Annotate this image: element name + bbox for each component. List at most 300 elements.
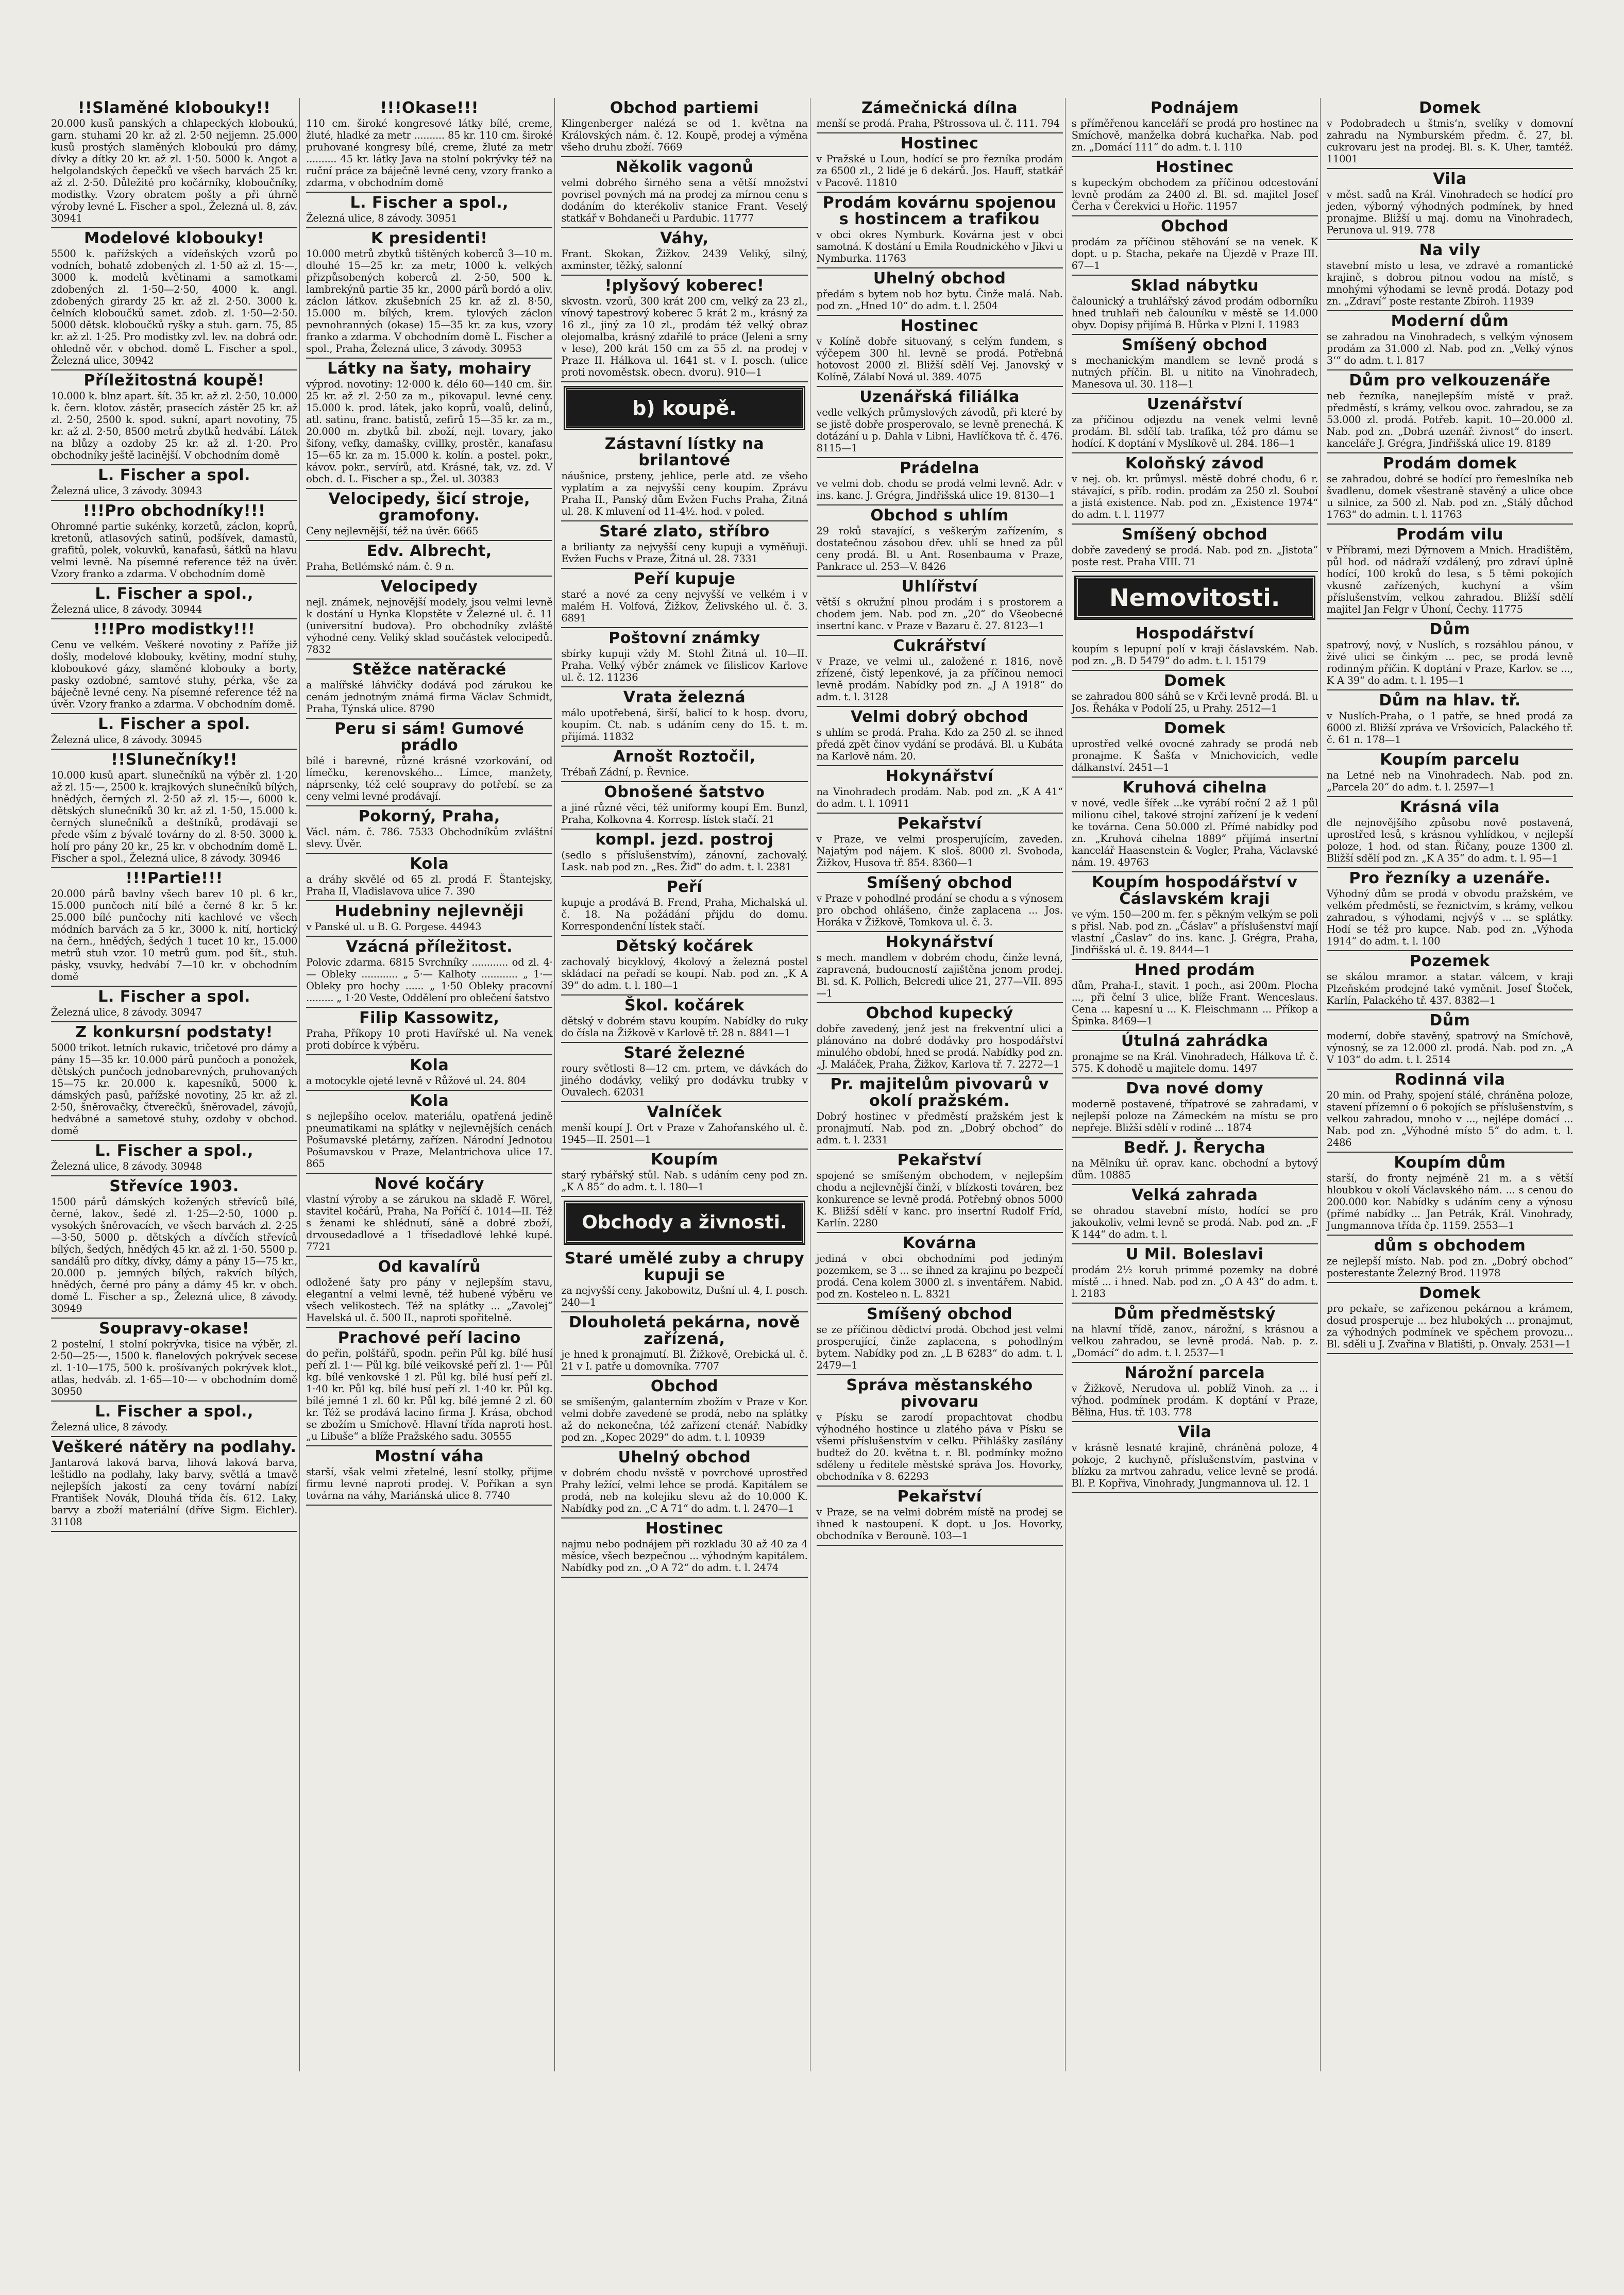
ad-heading: Valníček <box>647 1103 722 1121</box>
ad-heading: !!!Pro modistky!!! <box>93 620 256 638</box>
classified-ad <box>817 387 1063 458</box>
ad-body-text: ze nejlepší místo. Nab. pod zn. „Dobrý obchod“ posterestante Železný Brod. 11978 <box>1326 1255 1574 1279</box>
ad-body-text: v Pražské u Loun, hodící se pro řezníka prodám za 6500 zl., 2 lidé je 6 dekárů. Jos. Hauff, statkář v Pacově. 11810 <box>816 153 1063 189</box>
classified-ad <box>306 1328 552 1446</box>
ad-body-text: odložené šaty pro pány v nejlepším stavu, elegantní a velmi levně, též hubené výběru ve všech velikostech. Též na splátky ... „Zavolej“ Havelská ul. č. 500 II., naproti spořitelně. <box>306 1276 553 1324</box>
classified-ad <box>1327 370 1573 453</box>
ad-body-text: v Kolíně dobře situovaný, s celým fundem, s výčepem 300 hl. levně se prodá. Potřebná hotovost 2000 zl. Bližší sdělí Vej. Janovský v Kolíně, Zálabí Nová ul. 389. 4075 <box>816 335 1063 383</box>
ad-body-text: a jiné různé věci, též uniformy koupí Em. Bunzl, Praha, Kolkovna 4. Korresp. lístek stačí. 21 <box>561 802 808 825</box>
classified-ad <box>1072 778 1318 872</box>
ad-body-text: (sedlo s příslušenstvím), zánovní, zachovalý. Lask. nab pod zn. „Res. Žiď“ do adm. t. l. 2381 <box>561 849 808 873</box>
ad-heading: Krásná vila <box>1399 798 1500 816</box>
ad-body-text: Trébaň Zádní, p. Řevnice. <box>561 766 689 778</box>
classified-ad <box>817 1150 1063 1233</box>
classified-ad <box>1072 453 1318 525</box>
classified-ad <box>1327 1236 1573 1283</box>
classified-ad <box>306 1055 552 1091</box>
ad-body-text: na hlavní třídě, zanov., nárožní, s krásnou a velkou zahradou, se levně prodá. Nab. p. z. „Domácí“ do adm. t. l. 2537—1 <box>1071 1323 1318 1359</box>
ad-heading: Dům <box>1429 620 1470 638</box>
ad-body-text: se smíšeným, galanterním zbožím v Praze v Kor. velmi dobře zavedené se prodá, nebo na splátky až do nekonečna, též zařízení ctenář. Nabídky pod zn. „Kopec 2029“ do adm. t. l. 10939 <box>561 1396 808 1443</box>
classified-ad <box>306 1446 552 1506</box>
ad-heading: Vrata železná <box>623 688 746 706</box>
ad-heading: Škol. kočárek <box>624 997 745 1015</box>
ad-body-text: s příměřenou kanceláří se prodá pro hostinec na Smíchově, manželka dobrá kuchařka. Nab. pod zn. „Domácí 111“ do adm. t. l. 110 <box>1071 117 1318 153</box>
classified-ad <box>1072 1244 1318 1304</box>
ad-heading: L. Fischer a spol., <box>350 194 509 212</box>
ad-body-text: dle nejnovějšího způsobu nově postavená, uprostřed lesů, s krásnou vyhlídkou, v nejlepší poloze, 1 hod. od stan. Řičany, pouze 1300 zl. Bližší sdělí pod zn. „K A 35“ do adm. t. l. 95—1 <box>1326 817 1574 864</box>
ad-heading: Uzenářství <box>1146 395 1243 413</box>
classified-ad <box>51 228 297 370</box>
ad-column-3 <box>559 98 810 2071</box>
classified-ad <box>306 98 552 193</box>
ad-body-text: jediná v obci obchodními pod jediným pozemkem, se 3 ... se ihned za krajinu po bezpečí prodá. Cena kolem 3000 zl. s inventářem. Nabid. pod zn. Kosteleo n. L. 8321 <box>816 1253 1063 1300</box>
classified-ad <box>51 714 297 750</box>
ad-body-text: v nej. ob. kr. průmysl. městě dobré chodu, 6 r. stávající, s příb. rodin. prodám za 250 zl. Souboí a jistá existence. Nab. pod zn. „Existence 1974“ do adm. t. l. 11977 <box>1071 473 1318 520</box>
classified-ad <box>561 687 807 747</box>
ad-heading: Domek <box>1419 1284 1481 1302</box>
ad-heading: Vila <box>1178 1423 1212 1441</box>
ad-heading: Nárožní parcela <box>1124 1364 1265 1382</box>
ad-heading: Kruhová cihelna <box>1122 779 1267 797</box>
classified-ad <box>1327 98 1573 169</box>
ad-heading: Moderní dům <box>1391 312 1509 330</box>
ad-body-text: 20.000 kusů panských a chlapeckých kloboukú, garn. stuhami 20 kr. až zl. 2·50 nejjemn. 25.000 kusů prostých slaměných kloboukú pro dámy, dívky a dítky 20 kr. až zl. 1·50. 5000 k. Angot a helgolandských čepečků ve všech barvách 25 kr. až zl. 2·50. Důležité pro kočárníky, kloboučníky, modistky. Vzory obratem pošty a při úhrně výroby levné L. Fischer a spol., Železná ul. 8, záv. 30941 <box>51 117 298 224</box>
classified-ad <box>561 1248 807 1312</box>
ad-heading: Obchod s uhlím <box>870 507 1009 525</box>
ad-body-text: s nejlepšího ocelov. materiálu, opatřená jedině pneumatikami na splátky v nejlevnějších cenách Pošumavské pletárny, zařízen. Národní Jednotou Pošumavskou v Praze, Melantrichova ulice 17. 865 <box>306 1110 553 1170</box>
ad-body-text: v Praze, ve velmi ul., založené r. 1816, nově zřízené, čistý lepenkové, ja za příčinou nemoci levně prodám. Nabídky pod zn. „J A 1918“ do adm. t. l. 3128 <box>816 655 1063 703</box>
classified-ad <box>1327 311 1573 370</box>
ad-heading: Váhy, <box>660 229 709 247</box>
ad-body-text: se ohradou stavební místo, hodící se pro jakoukoliv, velmi levně se prodá. Nab. pod zn. „F K 144“ do adm. t. l. <box>1071 1205 1318 1240</box>
ad-heading: Smíšený obchod <box>867 1305 1013 1323</box>
ad-body-text: předám s bytem nob hoz bytu. Činže malá. Nab. pod zn. „Hned 10“ do adm. t. l. 2504 <box>816 288 1063 312</box>
ad-body-text: Klingenberger nalézá se od 1. května na Královských nám. č. 12. Koupě, prodej a výměna všeho druhu zboží. 7669 <box>561 117 808 153</box>
classified-ad <box>817 458 1063 505</box>
classified-ad <box>1072 1078 1318 1138</box>
ad-body-text: menší koupí J. Ort v Praze v Zahořanského ul. č. 1945—II. 2501—1 <box>561 1122 808 1145</box>
ad-body-text: Polovic zdarma. 6815 Svrchníky ............ od zl. 4·— Obleky ............ „ 5·— Kalhoty ............ „ 1·— Obleky pro hochy ...... „ 1·50 Obleky pracovní ......... „ 1·20 Veste, Oddělení pro oblečení šatstvo <box>306 956 553 1004</box>
classified-ad <box>1072 1304 1318 1363</box>
classified-ad <box>51 1141 297 1176</box>
classified-ad <box>306 937 552 1008</box>
classified-ad <box>561 747 807 782</box>
ad-body-text: 10.000 kusů apart. slunečníků na výběr zl. 1·20 až zl. 15·—, 2500 k. krajkových slunečníků bílých, hnědých, černých zl. 2·50 až zl. 15·—, 6000 k. dětských slunečníků 30 kr. až zl. 1·50, 15.000 k. černých slunečníků a deštníků, prodávají se přede vším z bývalé továrny do zl. 8·50. 3000 k. holí pro pány 20 kr., 25 kr. v obchodním domě L. Fischer a spol., Železná ulice, 8 závody. 30946 <box>51 769 298 864</box>
ad-body-text: v Praze, ve velmi prosperujícím, zaveden. Najatým pod nájem. K sloš. 8000 zl. Svoboda, Žižkov, Husova tř. 854. 8360—1 <box>816 833 1063 869</box>
ad-heading: L. Fischer a spol., <box>95 585 253 603</box>
classified-ad <box>306 489 552 541</box>
classified-ad <box>561 830 807 877</box>
classified-ad <box>817 873 1063 932</box>
ad-heading: Smíšený obchod <box>1122 526 1268 544</box>
classified-ad <box>1327 1153 1573 1236</box>
ad-body-text: náušnice, prsteny, jehlice, perle atd. ze všeho vyplatím a za nejvyšší ceny koupím. Zprávu Praha II., Panský dům Evžen Fuchs Praha, Žitná ul. 28. K mluvení od 11-4½. hod. v poled. <box>561 470 808 517</box>
classified-ad <box>1072 216 1318 276</box>
classified-ad <box>1327 690 1573 750</box>
ad-body-text: starší, však velmi zřetelné, lesní stolky, přijme firmu levné naproti prodej. V. Poříkan a syn továrna na váhy, Mariánská ulice 8. 7740 <box>306 1466 553 1501</box>
classified-ad <box>1072 98 1318 157</box>
ad-body-text: málo upotřebená, širší, balicí to k hosp. dvoru, koupím. Ct. nab. s udáním ceny do 15. t. m. přijímá. 11832 <box>561 707 808 742</box>
ad-body-text: 10.000 k. blnz apart. šít. 35 kr. až zl. 2·50, 10.000 k. čern. klotov. zástěr, prasecích zástěr 25 kr. až zl. 2·50, 2500 k. spod. sukní, apart novotiny, 75 kr. až zl. 2·50, 8500 metrů zbytků hedvábí. Látek na blůzy a ozdoby 25 kr. až zl. 1·20. Pro obchodníky ještě lacinější. V obchodním domě <box>51 390 298 461</box>
ad-heading: Koloňský závod <box>1125 454 1264 472</box>
ad-body-text: moderně postavené, třípatrové se zahradami, v nejlepší poloze na Zámeckém na místu se pro nepřeje. Bližší sdělí v rodině ... 1874 <box>1071 1098 1318 1134</box>
classified-ad <box>817 707 1063 766</box>
classified-ad <box>306 359 552 489</box>
classified-ad <box>51 584 297 619</box>
ad-body-text: do peřin, polštářů, spodn. peřin Půl kg. bílé husí peří zl. 1·— Půl kg. bílé veikovské peří zl. 1·— Půl kg. bílé venkovské 1 zl. Půl kg. bílé husí peří zl. 1·40 kr. Půl kg. bílé husí peří zl. 1·40 kr. Půl kg. bílé jemné 1 zl. 60 kr. Půl kg. bílé jemné 2 zl. 60 kr. Též se prodává lacino firma J. Krása, obchod se zbožím u Smíchově. Hlavní třída naproti host. „u Libuše“ a blíže Pražského sadu. 30555 <box>306 1347 553 1442</box>
classified-ad <box>561 98 807 157</box>
classified-ad <box>1327 1283 1573 1354</box>
classified-ad <box>1072 623 1318 671</box>
ad-body-text: a malířské láhvičky dodává pod zárukou ke cenám jednotným známá firma Václav Schmidt, Praha, Týnská ulice. 8790 <box>306 679 553 715</box>
ad-heading: Prachové peří lacino <box>337 1329 521 1347</box>
classified-ad <box>51 501 297 584</box>
ad-body-text: v obci okres Nymburk. Kovárna jest v obci samotná. K dostání u Emila Roudnického v Jikvi u Nymburka. 11763 <box>816 229 1063 264</box>
classified-ad <box>561 936 807 995</box>
ad-body-text: se skálou mramor. a statar. válcem, v kraji Plzeňském prodejné také vyměnit. Josef Štoček, Karlín, Palackého tř. 437. 8382—1 <box>1326 971 1574 1006</box>
ad-heading: Nové kočáry <box>374 1175 485 1193</box>
ad-heading: Pozemek <box>1410 952 1490 970</box>
classified-ad <box>306 193 552 228</box>
classified-ad <box>1072 525 1318 572</box>
ad-heading: Dům pro velkouzenáře <box>1349 372 1551 390</box>
ad-body-text: sbírky kupuji vždy M. Stohl Žitná ul. 10—II. Praha. Velký výběr známek ve filislicov Karlove ul. č. 12. 11236 <box>561 648 808 683</box>
ad-body-text: v Panské ul. u B. G. Porgese. 44943 <box>306 921 482 933</box>
ad-body-text: 10.000 metrů zbytků tištěných koberců 3—10 m. dlouhé 15—25 kr. za metr, 1000 k. velkých přizpůsobených koberců zl. 2·50, 500 k. lambrekýnů partie 35 kr., 2000 párů bordó a oliv. záclon látkov. zkušebních 25 kr. až zl. 8·50, 15.000 m. bílých, krem. tylových záclon pevnohranných (okase) 15—35 kr. za kus, vzory franko a zdarma. V obchodním domě L. Fischer a spol., Praha, Železná ulice, 3 závody. 30953 <box>306 248 553 355</box>
classified-ad <box>817 1304 1063 1375</box>
ad-column-2 <box>304 98 555 2071</box>
ad-heading: Kovárna <box>903 1234 977 1252</box>
ad-column-5 <box>1070 98 1321 2071</box>
ad-body-text: 5000 trikot. letních rukavic, tričetové pro dámy a pány 15—35 kr. 10.000 párů punčoch a ponožek, dětských punčoch jednobarevných, pruhovaných 15—75 kr. 20.000 k. kapesníků, 5000 k. dámských pasů, pařížské novotiny, 25 kr. až zl. 2·50, šněrovačky, čtverečků, šněrovadel, závojů, hedvábné a sametové stuhy, ozdoby v obchod. domě <box>51 1042 298 1137</box>
ad-body-text: Železná ulice, 8 závody. 30951 <box>306 212 458 224</box>
ad-heading: Uhlířství <box>901 578 978 596</box>
ad-heading: Vila <box>1433 170 1467 188</box>
classified-ad <box>1072 1031 1318 1078</box>
ad-body-text: starší, do fronty nejméně 21 m. a s větší hloubkou v okolí Václavského nám. ... s cenou do 200.000 kor. Nabídky s udáním ceny a výnosu (přímé nabídky ... Jan Petrák, Král. Vinohrady, Jungmannova třída čp. 1159. 2553—1 <box>1326 1172 1574 1231</box>
ad-body-text: za nejvyšší ceny. Jakobowitz, Dušní ul. 4, I. posch. 240—1 <box>561 1285 808 1308</box>
ad-body-text: uprostřed velké ovocné zahrady se prodá neb pronajme. K Šašťa v Mnichovicích, vedle dálkanství. 2451—1 <box>1071 738 1318 773</box>
ad-body-text: Praha, Betlémské nám. č. 9 n. <box>306 561 454 572</box>
ad-body-text: nejl. známek, nejnovější modely, jsou velmi levně k dostání u Hynka Klopstěte v Železné ul. č. 11 (universitní budova). Pro obchodníky zvláště výhodné ceny. Veliký sklad součástek velocipedů. 7832 <box>306 596 553 655</box>
classified-ad <box>561 877 807 936</box>
ad-heading: L. Fischer a spol. <box>98 466 250 484</box>
classified-ad <box>306 901 552 937</box>
ad-heading: Obnošené šatstvo <box>604 783 765 801</box>
ad-heading: Uhelný obchod <box>618 1448 751 1466</box>
ad-heading: Staré umělé zuby a chrupy kupuji se <box>564 1250 805 1284</box>
ad-heading: !!Slunečníky!! <box>111 751 238 769</box>
ad-body-text: menší se prodá. Praha, Pštrossova ul. č. 111. 794 <box>816 117 1060 129</box>
ad-heading: Arnošt Roztočil, <box>613 748 756 766</box>
ad-heading: Dům <box>1429 1011 1470 1030</box>
ad-heading: Prádelna <box>900 459 979 477</box>
ad-heading: Hned prodám <box>1134 961 1255 979</box>
ad-heading: Pokorný, Praha, <box>358 807 500 825</box>
ad-body-text: v dobrém chodu nvšstě v povrchové uprostřed Prahy ležící, velmi lehce se prodá. Kapitálem se prodá, neb na kolejiku slevu až do 10.000 K. Nabídky pod zn. „C A 71“ do adm. t. l. 2470—1 <box>561 1467 808 1514</box>
ad-heading: U Mil. Boleslavi <box>1126 1245 1264 1263</box>
classified-ad <box>817 316 1063 387</box>
ad-heading: L. Fischer a spol., <box>95 1142 253 1160</box>
ad-heading: Domek <box>1163 672 1226 690</box>
classified-ad <box>817 505 1063 577</box>
ad-body-text: ve vým. 150—200 m. fer. s pěkným velkým se poli s přisl. Nab. pod zn. „Čáslav“ a příslušenství mají vlastní „Časlav“ do ins. kanc. J. Grégra, Praha, Jindřišská ul. č. 19. 8444—1 <box>1071 908 1318 956</box>
ad-heading: Staré železné <box>623 1044 746 1062</box>
ad-body-text: prodám 2½ koruh primmé pozemky na dobré místě ... i hned. Nab. pod zn. „O A 43“ do adm. t. l. 2183 <box>1071 1264 1318 1300</box>
ad-heading: Zástavní lístky na brilantové <box>604 435 765 469</box>
ad-heading: Koupím hospodářství v Čáslavském kraji <box>1092 873 1298 908</box>
ad-heading: Příležitostná koupě! <box>83 372 265 390</box>
ad-heading: Střevíce 1903. <box>109 1177 239 1195</box>
classified-ad <box>1327 240 1573 311</box>
ad-body-text: v Praze v pohodlné prodání se chodu a s výnosem pro obchod ohlášeno, činže zaplacena ... Jos. Horáka v Žižkově, Tomkova ul. č. 3. <box>816 892 1063 928</box>
classified-ad <box>51 1022 297 1141</box>
ad-heading: dům s obchodem <box>1374 1237 1526 1255</box>
ad-body-text: 20 min. od Prahy, spojení stálé, chráněna poloze, stavení přízemní o 6 pokojích se příslušenstvím, s velkou zahradou, mnoho v ..., nejlépe domácí ... Nab. pod zn. „Výhodné místo 5“ do adm. t. l. 2486 <box>1326 1089 1574 1149</box>
ad-body-text: v Příbrami, mezi Dýrnovem a Mnich. Hradištěm, půl hod. od nádraží vzdálený, pro zdraví úplně hodící, 100 kroků do lesa, s 5 těmi pokojích vkusně zařízených, kuchyní a vším příslušenstvím, velkou zahradou. Bližší sdělí majitel Jan Felgr v Úhoní, Čechy. 11775 <box>1326 544 1574 615</box>
classified-ad <box>51 98 297 228</box>
ad-heading: Smíšený obchod <box>1122 336 1268 354</box>
ad-body-text: prodám za příčinou stěhování se na venek. K dopt. u p. Stacha, pekaře na Újezdě v Praze III. 67—1 <box>1071 236 1318 272</box>
ad-heading: Hostinec <box>900 317 979 335</box>
ad-heading: kompl. jezd. postroj <box>595 831 774 849</box>
ad-heading: Peří kupuje <box>633 570 736 588</box>
classified-ad <box>51 1402 297 1437</box>
ad-heading: Útulná zahrádka <box>1121 1032 1268 1050</box>
classified-ad <box>1072 335 1318 394</box>
ad-heading: Hostinec <box>1155 158 1234 176</box>
ad-body-text: vlastní výroby a se zárukou na skladě F. Wörel, stavitel kočárů, Praha, Na Poříčí č. 1014—II. Též s ženami ke shlédnutí, sáně a dobré zboží, drvousedadlové a 1 třísedadlové lehké kupé. 7721 <box>306 1193 553 1253</box>
ad-heading: Dva nové domy <box>1126 1079 1264 1098</box>
newspaper-classifieds-page <box>49 98 1575 2071</box>
ad-body-text: v Písku se zarodí propachtovat chodbu výhodného hostince u zlatého páva v Písku se všemi příslušenstvím v celku. Přihlášky zasílány budtež do 20. května t. r. Bl. podmínky možno sděleny u ředitele městské správa Jos. Hovorky, obchodníka v 8. 62293 <box>816 1411 1063 1482</box>
classified-ad <box>1327 453 1573 525</box>
classified-ad <box>51 465 297 501</box>
classified-ad <box>1072 1138 1318 1185</box>
classified-ad <box>1072 394 1318 453</box>
ad-body-text: skvostn. vzorů, 300 krát 200 cm, velký za 23 zl., vínový tapestrový koberec 5 krát 2 m., krásný za 16 zl., jiný za 10 zl., prodám též velký obraz olejomalba, krásný zdařilé to práce (Jeleni a srny v lese), 200 krát 150 cm za 55 zl. na prodej v Praze II. Hálkova ul. 1641 st. v I. posch. (ulice proti novoměstsk. obecn. dvoru). 910—1 <box>561 295 808 378</box>
ad-body-text: s mech. mandlem v dobrém chodu, činže levná, zapravená, budoucností zajištěna jenom prodej. Bl. sd. K. Pollich, Belcredi ulice 21, 277—VII. 895—1 <box>816 952 1063 999</box>
classified-ad <box>561 1376 807 1447</box>
ad-body-text: Frant. Skokan, Žižkov. 2439 Veliký, silný, axminster, těžký, salonní <box>561 248 808 272</box>
ad-heading: Velmi dobrý obchod <box>851 708 1029 726</box>
ad-heading: Peru si sám! Gumové prádlo <box>334 720 525 754</box>
ad-body-text: 29 roků stavající, s veškerým zařízením, s dostatečnou zásobou dřev. uhlí se hned za půl ceny prodá. Bl. u Ant. Rosenbauma v Praze, Pankrace ul. 253—V. 8426 <box>816 525 1063 572</box>
ad-body-text: v nové, vedle šířek ...ke vyrábí roční 2 až 1 půl milionu cihel, takové strojní zařízení je k vedení ke továrna. Cena 50.000 zl. Přímé nabídky pod zn. „Kruhová cihelna 1889“ přijímá insertní kancelář Haasenstein & Vogler, Praha, Václavské nám. 19. 49763 <box>1071 797 1318 868</box>
ad-heading: L. Fischer a spol. <box>98 715 250 733</box>
ad-body-text: Železná ulice, 8 závody. <box>51 1421 168 1433</box>
ad-heading: Kola <box>410 1056 449 1074</box>
ad-body-text: zachovalý bicyklový, 4kolový a železná postel skládací na peřadí se koupí. Nab. pod zn. „K A 39“ do adm. t. l. 180—1 <box>561 956 808 991</box>
classified-ad <box>817 932 1063 1003</box>
ad-body-text: najmu nebo podnájem při rozkladu 30 až 40 za 4 měsíce, všech bezpečnou ... výhodným kapitálem. Nabídky pod zn. „O A 72“ do adm. t. l. 2474 <box>561 1538 808 1574</box>
ad-heading: Uhelný obchod <box>873 269 1006 288</box>
classified-ad <box>1327 797 1573 868</box>
classified-ad <box>51 868 297 987</box>
ad-heading: Hostinec <box>645 1520 724 1538</box>
ad-heading: K presidenti! <box>371 229 488 247</box>
classified-ad <box>1072 276 1318 335</box>
classified-ad <box>817 1375 1063 1487</box>
ad-heading: Obchod <box>1161 217 1229 235</box>
ad-heading: Velocipedy, šicí stroje, gramofony. <box>328 490 531 525</box>
ad-body-text: 110 cm. široké kongresové látky bílé, creme, žluté, hladké za metr .......... 85 kr. 110 cm. široké pruhované kongresy bílé, creme, žluté za metr .......... 45 kr. látky Java na stolní pokrývky též na ruční práce za báječně levné ceny, vzory franko a zdarma, v obchodním domě <box>306 117 553 189</box>
classified-ad <box>306 541 552 577</box>
classified-ad <box>306 1257 552 1328</box>
ad-body-text: v Podobradech u štmis‘n, svelíky v domovní zahradu na Nymburském předm. č. 27, bl. cukrovaru jest na prodej. Bl. s. K. Uher, tamtéž. 11001 <box>1326 117 1574 165</box>
ad-body-text: čalounický a truhlářský závod prodám odborníku hned truhlaři neb čalouníku v městě se 14.000 obyv. Dopisy přijímá B. Hůrka v Plzni I. 11983 <box>1071 295 1318 331</box>
ad-heading: Obchod partiemi <box>610 99 759 117</box>
ad-heading: Od kavalírů <box>378 1258 481 1276</box>
ad-body-text: 5500 k. pařížských a vídeňských vzorů po vodních, bohatě zdobených zl. 1·50 až zl. 15·—, 3000 k. modelů květinami a samotkami zdobených zl. 1·50—2·50, 4000 k. angl. zdobených girardy 25 kr. až zl. 2·50. 3000 k. čelních kloboučků samet. zdob. zl. 1·50—2·50. 5000 dětsk. kloboučků ryšky a stuh. garn. 75, 85 kr. až zl. 1·25. Pro modistky zvl. lev. na dobrá odr. ohledně věr. v obchod. domě L. Fischer a spol., Železná ulice, 30942 <box>51 248 298 366</box>
ad-body-text: 20.000 párů bavlny všech barev 10 pl. 6 kr., 15.000 punčoch nití bílé a černé 8 kr. 5 kr. 25.000 bílé punčochy niti kachlové ve všech módních barvách za 5 kr., 3000 k. nití, hortický na čern., hnědých, šedých 1 tucet 10 kr., 15.000 metrů stuh vzor. 10 metrů gum. pod šít., stuh. pásky, vsuvky, hedvábí 7—10 kr. v obchodním domě <box>51 888 298 983</box>
ad-heading: Velká zahrada <box>1131 1186 1258 1204</box>
ad-body-text: Praha, Příkopy 10 proti Havířské ul. Na venek proti dobírce k výběru. <box>306 1027 553 1051</box>
classified-ad <box>561 276 807 382</box>
ad-body-text: větší s okružní plnou prodám i s prostorem a chodem jem. Nab. pod zn. „20“ do Všeobecné insertní kanc. v Praze v Bazaru č. 27. 8123—1 <box>816 596 1063 632</box>
classified-ad <box>561 1043 807 1102</box>
ad-body-text: se zahradou, dobré se hodící pro řemeslníka neb švadlenu, domek všestraně stavěný a ulice obce u silnice, za 500 zl. Nab. pod zn. „Stálý důchod 1763“ do admin. t. l. 11763 <box>1326 473 1574 520</box>
classified-ad <box>1072 718 1318 778</box>
classified-ad <box>51 750 297 868</box>
classified-ad <box>51 370 297 465</box>
ad-body-text: a brilianty za nejvyšší ceny kupuji a vyměňuji. Evžen Fuchs v Praze, Žitná ul. 28. 7331 <box>561 541 808 565</box>
classified-ad <box>51 987 297 1022</box>
ad-body-text: pro pekaře, se zařízenou pekárnou a krámem, dosud prosperuje ... bez hlubokých ... pronajmut, za výhodných podmínek ve spěchem provozu... Bl. sděli u J. Zvařina v Blatišti, p. Onvaly. 2531—1 <box>1326 1303 1574 1350</box>
ad-heading: Dům na hlav. tř. <box>1379 691 1521 710</box>
classified-ad <box>817 636 1063 707</box>
ad-body-text: starý rybářský stůl. Nab. s udáním ceny pod zn. „K A 85“ do adm. t. l. 180—1 <box>561 1169 808 1193</box>
ad-heading: Vzácná příležitost. <box>346 938 513 956</box>
classified-ad <box>561 521 807 569</box>
ad-body-text: Ohromné partie sukénky, korzetů, záclon, koprů, kretonů, atlasových satinů, podšívek, damastů, grafitů, polek, vokuvků, kanafasů, šátků na hlavu velmi levně. Na písemné reference též na úvěr. Vzory franko a zdarma. V obchodním domě <box>51 520 298 580</box>
ad-heading: Dům předměstský <box>1113 1305 1276 1323</box>
ad-heading: !plyšový koberec! <box>604 277 765 295</box>
classified-ad <box>817 766 1063 814</box>
classified-ad <box>561 782 807 830</box>
ad-heading: L. Fischer a spol. <box>98 988 250 1006</box>
ad-body-text: kupuje a prodává B. Frend, Praha, Michalská ul. č. 18. Na požádání přijdu do domu. Korrespondenční lístek stačí. <box>561 897 808 932</box>
classified-ad <box>1072 960 1318 1031</box>
ad-heading: Dětský kočárek <box>615 937 754 955</box>
ad-heading: Hostinec <box>900 134 979 153</box>
ad-heading: Modelové klobouky! <box>84 229 265 247</box>
ad-body-text: Výhodný dům se prodá v obvodu pražském, ve velkém předměstí, se řeznictvím, s krámy, velkou zahradou, s výhodami, nejvýš v ... se splátky. Hodí se též pro kupce. Nab. pod zn. „Výhoda 1914“ do adm. t. l. 100 <box>1326 888 1574 947</box>
classified-ad <box>1072 1363 1318 1422</box>
ad-column-1 <box>49 98 300 2071</box>
ad-body-text: dětský v dobrém stavu koupím. Nabídky do ruky do čísla na Žižkově v Karlově tř. 28 n. 8841—1 <box>561 1015 808 1039</box>
ad-heading: L. Fischer a spol., <box>95 1403 253 1421</box>
ad-heading: Koupím parcelu <box>1380 751 1520 769</box>
ad-heading: !!!Pro obchodníky!!! <box>82 502 266 520</box>
classified-ad <box>1327 525 1573 619</box>
ad-heading: Bedř. J. Řerycha <box>1124 1139 1266 1157</box>
classified-ad <box>817 1487 1063 1546</box>
ad-body-text: stavební místo u lesa, ve zdravé a romantické krajině, s dobrou pitnou vodou na místě, s mnohými výhodami se levně prodá. Dotazy pod zn. „Zdraví“ poste restante Zbiroh. 11939 <box>1326 260 1574 307</box>
classified-ad <box>817 133 1063 193</box>
ad-heading: Peří <box>666 878 703 896</box>
ad-body-text: se zahradou 800 sáhů se v Krči levně prodá. Bl. u Jos. Řeháka v Podolí 25, u Prahy. 2512—1 <box>1071 690 1318 714</box>
ad-body-text: Václ. nám. č. 786. 7533 Obchodníkům zvláštní slevy. Úvěr. <box>306 826 553 850</box>
ad-body-text: 1500 párů dámských kožených střevíců bílé, černé, lakov., šedé zl. 1·25—2·50, 1000 p. vysokých šněrovacích, ve všech barvách zl. 2·25—3·50, 5000 p. dětských a dívčích střevíců bílých, šedých, hnědých 45 kr. až zl. 1·50. 5500 p. sandálů pro dítky, dívky, dámy a pány 15—75 kr., 20.000 p. jemných bílých, rakvích bílých, hnědých, černé pro pány a dámy 45 kr. v obch. domě L. Fischer a sp., Železná ulice, 8 závody. 30949 <box>51 1196 298 1314</box>
classified-ad <box>561 1518 807 1578</box>
ad-body-text: Ceny nejlevnější, též na úvěr. 6665 <box>306 525 479 537</box>
ad-heading: Cukrářství <box>893 637 986 655</box>
classified-ad <box>306 1091 552 1174</box>
ad-body-text: a motocykle ojeté levně v Růžové ul. 24. 804 <box>306 1075 527 1087</box>
ad-heading: Koupím dům <box>1394 1154 1506 1172</box>
ad-heading: Pro řezníky a uzenáře. <box>1349 869 1551 887</box>
ad-body-text: Jantarová laková barva, lihová laková barva, leštidlo na podlahy, laky barvy, světlá a tmavě nejlepších jakostí za ceny tovární nabízí František Novák, Dlouhá třída čís. 612. Laky, barvy a zboží materiální (dříve Sigm. Eichler). 31108 <box>51 1457 298 1528</box>
ad-heading: Obchod kupecký <box>866 1004 1013 1022</box>
classified-ad <box>817 577 1063 636</box>
ad-body-text: pronajme se na Král. Vinohradech, Hálkova tř. č. 575. K dohodě u majitele domu. 1497 <box>1071 1051 1318 1074</box>
classified-ad <box>817 1074 1063 1150</box>
classified-ad <box>817 1233 1063 1304</box>
ad-heading: Smíšený obchod <box>867 874 1013 892</box>
ad-body-text: roury světlosti 8—12 cm. prtem, ve dávkách do jiného dodávky, veliký pro dodávku trubky v Ouvalech. 62031 <box>561 1062 808 1098</box>
ad-heading: Na vily <box>1419 241 1481 259</box>
classified-ad <box>561 228 807 276</box>
ad-body-text: výprod. novotiny: 12·000 k. délo 60—140 cm. šir. 25 kr. až zl. 2·50 za m., pikovapul. levné ceny. 15.000 k. prod. látek, jako koprů, voalů, delinů, atl. satinu, franc. batistů, zefirů 15—35 kr. za m., 20.000 m. zbytků bil. zboží, nejl. tovary, jako šifony, vefky, damašky, cvillky, prostěr., kanafasu 15—65 kr. za m. 15.000 k. kolín. a postel. pokr., kávov. pokr., servírů, atd. Krásné, tak, vz. zd. V obch. d. L. Fischer a sp., Žel. ul. 30383 <box>306 378 553 485</box>
classified-ad <box>817 814 1063 873</box>
classified-ad <box>306 1174 552 1257</box>
ad-heading: !!Slaměné klobouky!! <box>77 99 271 117</box>
ad-body-text: dům, Praha-I., stavit. 1 poch., asi 200m. Plocha ..., při čelní 3 ulice, blíže Frant. Wenceslaus. Cena ... kapesní u ... K. Fleischmann ... Příkop a Špinka. 8469—1 <box>1071 980 1318 1027</box>
ad-body-text: se ze příčinou dědictví prodá. Obchod jest velmi prosperující, činže zaplacena, s pohodlným bytem. Nabídky pod zn. „L B 6283“ do adm. t. l. 2479—1 <box>816 1324 1063 1371</box>
ad-body-text: s uhlím se prodá. Praha. Kdo za 250 zl. se ihned předá zpět činov vydání se prodává. Bl. u Kubáta na Karlově nám. 20. <box>816 727 1063 762</box>
ad-heading: Látky na šaty, mohairy <box>327 360 532 378</box>
classified-ad <box>561 1150 807 1197</box>
classified-ad <box>1072 1422 1318 1493</box>
classified-ad <box>561 1102 807 1150</box>
classified-ad <box>817 193 1063 268</box>
classified-ad <box>51 1437 297 1532</box>
ad-heading: Mostní váha <box>375 1447 484 1465</box>
ad-heading: Několik vagonů <box>615 158 754 176</box>
ad-body-text: Železná ulice, 3 závody. 30943 <box>51 485 202 497</box>
classified-ad <box>1327 750 1573 797</box>
ad-heading: Sklad nábytku <box>1130 277 1259 295</box>
ad-body-text: s mechanickým mandlem se levně prodá s nutných příčin. Bl. u nitito na Vinohradech, Manesova ul. 30. 118—1 <box>1071 355 1318 390</box>
ad-heading: Hokynářství <box>886 767 994 785</box>
classified-ad <box>306 577 552 660</box>
ad-heading: Filip Kassowitz, <box>359 1009 500 1027</box>
ad-body-text: v Nuslích-Praha, o 1 patře, se hned prodá za 6000 zl. Bližší zpráva ve Vršovicích, Palackého tř. č. 61 n. 178—1 <box>1326 710 1574 746</box>
ad-body-text: velmi dobrého širného sena a větší množství povrisel povných má na prodej za mírnou cenu s dodáním do kterékoliv stanice Frant. Veselý statkář v Bohdaneči u Pardubic. 11777 <box>561 177 808 224</box>
ad-heading: Domek <box>1419 99 1481 117</box>
ad-body-text: s kupeckým obchodem za příčinou odcestování levně prodám za 2400 zl. Bl. sd. majitel Josef Čerha v Čerekvici u Hořic. 11957 <box>1071 177 1318 212</box>
ad-heading: Pr. majitelům pivovarů v okolí pražském. <box>830 1075 1049 1110</box>
ad-body-text: je hned k pronajmutí. Bl. Žižkově, Orebická ul. č. 21 v I. patře u domovníka. 7707 <box>561 1348 808 1372</box>
ad-heading: Zámečnická dílna <box>861 99 1018 117</box>
ad-body-text: koupím s lepupní polí v kraji čáslavském. Nab. pod zn. „B. D 5479“ do adm. t. l. 15179 <box>1071 643 1318 667</box>
classified-ad <box>561 434 807 521</box>
ad-body-text: ve velmi dob. chodu se prodá velmi levně. Adr. v ins. kanc. J. Grégra, Jindřišská ulice 19. 8130—1 <box>816 478 1063 501</box>
ad-heading: Správa městanského pivovaru <box>846 1376 1033 1411</box>
classified-ad <box>561 628 807 687</box>
classified-ad <box>306 1008 552 1055</box>
ad-body-text: v měst. sadů na Král. Vinohradech se hodící pro jeden, výborný výhodných podmínek, by hned pronajme. Bližší u maj. domu na Vinohradech, Perunova ul. 919. 778 <box>1326 189 1574 236</box>
ad-heading: Domek <box>1163 719 1226 737</box>
ad-heading: Podnájem <box>1150 99 1239 117</box>
classified-ad <box>306 228 552 359</box>
classified-ad <box>306 660 552 719</box>
ad-heading: Z konkursní podstaty! <box>75 1023 273 1041</box>
ad-heading: !!!Okase!!! <box>380 99 479 117</box>
ad-body-text: Železná ulice, 8 závody. 30948 <box>51 1160 202 1172</box>
ad-body-text: bílé i barevné, různé krásné vzorkování, od límečku, kerenovského... Límce, manžety, náprsenky, též celé soupravy do potřebí. se za ceny velmi levné prodávají. <box>306 755 553 802</box>
